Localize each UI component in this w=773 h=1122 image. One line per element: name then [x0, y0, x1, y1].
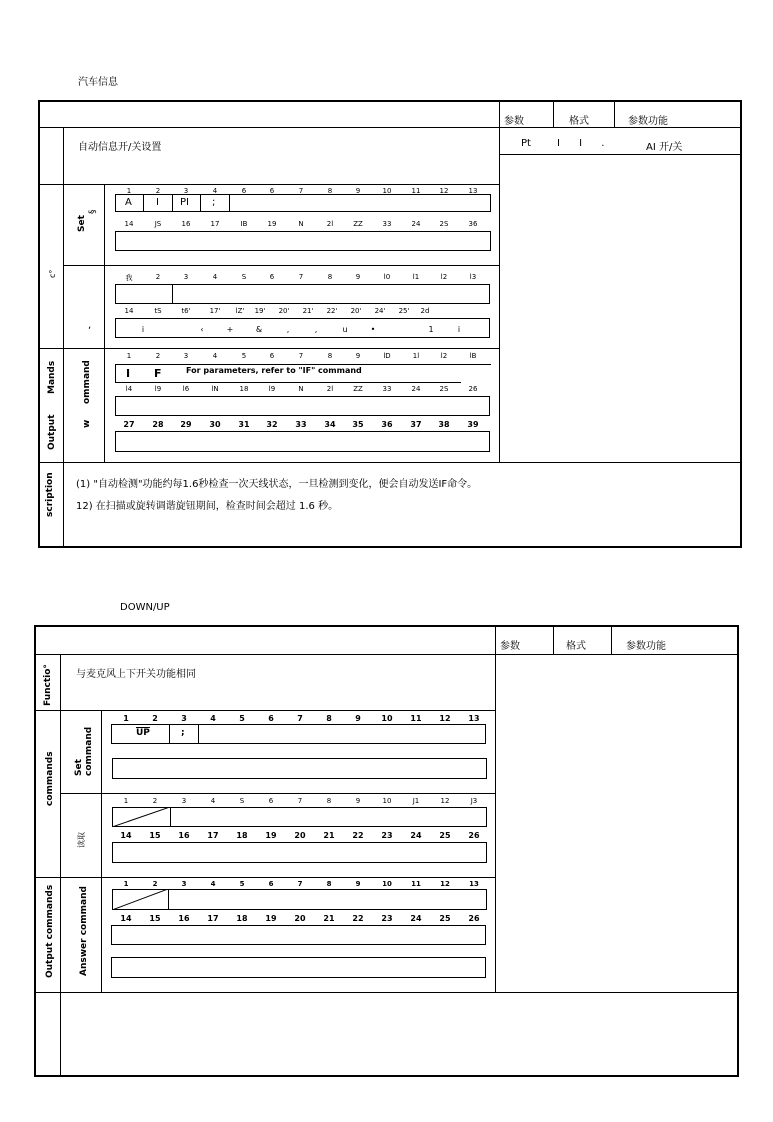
- s1-param-format: I I .: [557, 138, 613, 149]
- page: 汽车信息 参数 格式 参数功能 Pt I I . AI 开/关 自动信息开/关设置 c° Set § , Mands Output ommand w scription 1 2 3 4 6 6 7 8 9 10 11 12 13 A I PI ; 14 JS 16 17 IB 19 N 2l ZZ 33 24 2S 36 我 2 3 4 S 6 7 8 9 l0 l1 l2 l3 14 tS t6' 17' lZ' 19' 20' 21' 22' 20' 24' 25' 2d i ‹ + & , , u • 1 i 1 2 3 4 5 6 7 8 9 lD 1l l2 lB I F For parameters, refer to "IF" command l4 l9 l6 lN 18 l9 N 2l ZZ 33 24 2S 26 27 28 29 30 31 32 33 34 35 36 37 38 39 (1) "自动检测"功能约每1.6秒检查一次天线状态，一旦检测到变化，便会自动发送IF命令。 12) 在扫描或旋转调谐旋钮期间，检查时间会超过 1.6 秒。 DOWN/UP 参数 格式 参数功能 Functio° 与麦克风上下开关功能相同 commands Set command 读取 Output commands Answer command 1 2 3 4 5 6 7 8 9 10 11 12 13 $\overline{UP}$ ; 1 2 3 4 S 6 7 8 9 10 J1 12 J3 14 15 16 17 18 19 20 21 22 23 24 25 26 1 2 3 4 5 6 7 8 9 10 11 12 13 14 15 16 17 18 19 20 21 22 23 24 25 26: [0, 0, 773, 1122]
- s1-function-text: 自动信息开/关设置: [78, 142, 162, 153]
- s2-set-cell-up: $\overline{UP}$: [136, 728, 150, 738]
- s1-out-note: For parameters, refer to "IF" command: [186, 366, 362, 375]
- s2-function-text: 与麦克风上下开关功能相同: [76, 669, 196, 680]
- s2-side-read: 读取: [77, 832, 86, 848]
- s1-out-cell-f: F: [154, 367, 162, 380]
- s1-out-box2: [115, 396, 490, 416]
- s2-ans-slash-icon: [112, 889, 168, 910]
- s1-side-c: c°: [48, 269, 57, 278]
- s1-side-set: Set: [77, 215, 87, 232]
- section1-title: 汽车信息: [78, 77, 118, 88]
- s2-header-param: 参数: [500, 641, 520, 652]
- s1-out-box3: [115, 431, 490, 452]
- s1-param-value: Pt: [521, 138, 531, 149]
- s2-header-function: 参数功能: [626, 641, 666, 652]
- s2-side-set-command: Set command: [74, 726, 94, 776]
- s1-header-param: 参数: [504, 116, 524, 127]
- s1-side-scription: scription: [45, 472, 55, 517]
- s1-set-cell-i: I: [156, 197, 159, 208]
- s2-set-box2: [112, 758, 487, 779]
- s1-side-sec: §: [88, 209, 98, 214]
- s2-set-cell-semicolon: ;: [181, 728, 185, 738]
- s1-note-2: 12) 在扫描或旋转调谐旋钮期间，检查时间会超过 1.6 秒。: [76, 501, 339, 512]
- s2-ans-box3: [111, 957, 486, 978]
- s1-set-cell-pi: PI: [180, 197, 189, 208]
- s2-read-slash-icon: [112, 807, 170, 827]
- s2-side-output-commands: Output commands: [45, 884, 55, 978]
- s2-side-answer-command: Answer command: [79, 886, 89, 976]
- s1-set-cell-a: A: [125, 197, 132, 208]
- s1-side-output: Output: [47, 414, 57, 450]
- s1-side-mands: Mands: [47, 360, 57, 394]
- s1-out-cell-i: I: [126, 367, 131, 380]
- s2-read-box2: [112, 842, 487, 863]
- s2-ans-box2: [111, 925, 486, 945]
- s1-header-format: 格式: [569, 116, 589, 127]
- s1-side-ommand: ommand: [82, 360, 92, 404]
- s1-set-box2: [115, 231, 491, 251]
- s1-side-w: w: [82, 419, 92, 428]
- s1-param-function: AI 开/关: [646, 142, 683, 153]
- s1-set-cell-semicolon: ;: [212, 197, 216, 208]
- s2-header-format: 格式: [566, 641, 586, 652]
- s1-read-box2: [115, 318, 490, 338]
- s1-header-function: 参数功能: [628, 116, 668, 127]
- s2-function-label: Functio°: [43, 664, 53, 706]
- s1-note-1: (1) "自动检测"功能约每1.6秒检查一次天线状态，一旦检测到变化，便会自动发送IF命令。: [76, 479, 478, 490]
- section2-title: DOWN/UP: [120, 602, 170, 613]
- s1-side-comma: ,: [88, 320, 92, 331]
- s2-set-box1: [111, 724, 486, 744]
- s2-side-commands: commands: [45, 751, 55, 806]
